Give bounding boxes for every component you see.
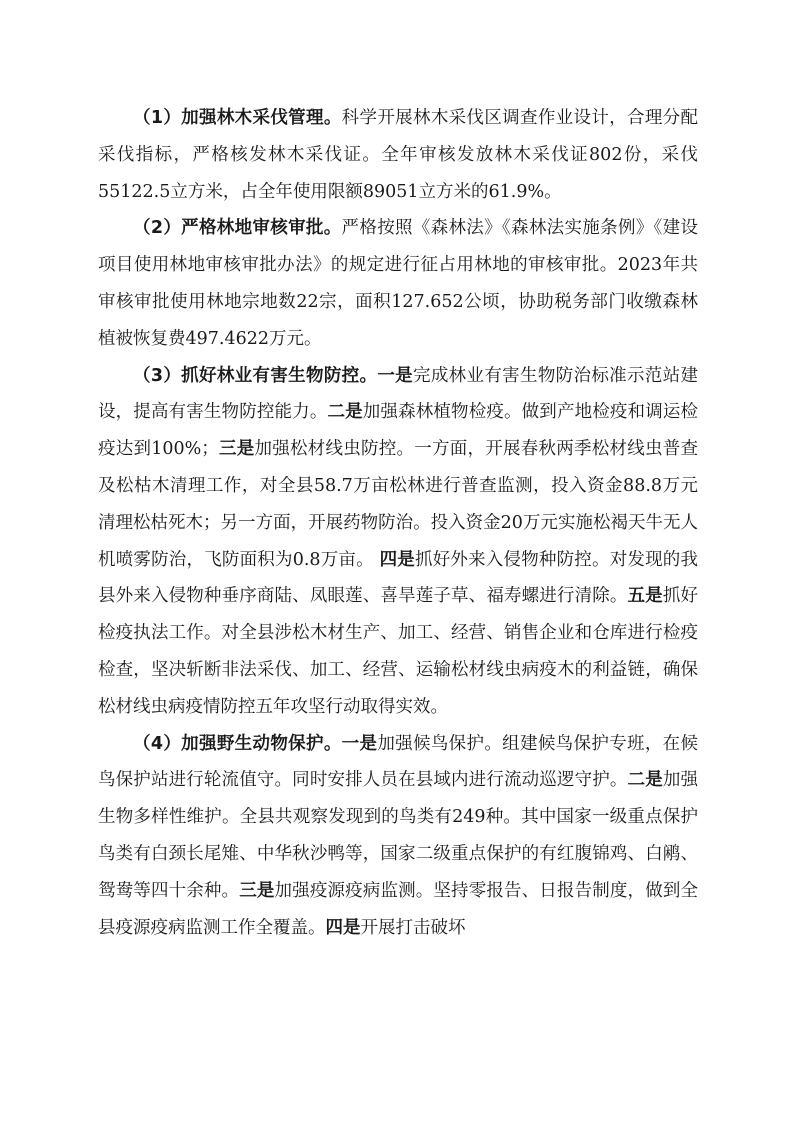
keyword-fourth: 四是 xyxy=(325,917,361,938)
paragraph-text: 加强森林植物检疫。做到产地检疫和调运检疫达到100%； xyxy=(98,402,699,460)
keyword-third: 三是 xyxy=(239,880,275,901)
paragraph-heading: （4）加强野生动物保护。 xyxy=(133,733,342,754)
keyword-fourth: 四是 xyxy=(379,549,415,570)
keyword-first: 一是 xyxy=(377,365,414,386)
paragraph-text: 加强生物多样性维护。全县共观察发现到的鸟类有249种。其中国家一级重点保护鸟类有白颈长尾雉、中华秋沙鸭等，国家二级重点保护的有红腹锦鸡、白鹇、鸳鸯等四十余种。 xyxy=(98,770,699,901)
paragraph-text: 加强松材线虫防控。一方面，开展春秋两季松材线虫普查及松枯木清理工作，对全县58.7万亩松林进行普查监测，投入资金88.8万元清理松枯死木；另一方面，开展药物防治。投入资金20万元实施松褐天牛无人机喷雾防治，飞防面积为0.8万亩。 xyxy=(98,439,699,570)
paragraph-pest-control xyxy=(98,358,698,726)
paragraph-text: 严格按照《森林法》《森林法实施条例》《建设项目使用林地审核审批办法》的规定进行征占用林地的审核审批。2023年共审核审批使用林地宗地数22宗，面积127.652公顷，协助税务部门收缴森林植被恢复费497.4622万元。 xyxy=(98,218,698,349)
keyword-fifth: 五是 xyxy=(627,586,663,607)
paragraph-text: 科学开展林木采伐区调查作业设计，合理分配采伐指标，严格核发林木采伐证。全年审核发放林木采伐证802份，采伐55122.5立方米，占全年使用限额89051立方米的61.9%。 xyxy=(98,108,698,202)
paragraph-text: 加强疫源疫病监测。坚持零报告、日报告制度，做到全县疫源疫病监测工作全覆盖。 xyxy=(98,880,699,938)
paragraph-heading: （2）严格林地审核审批。 xyxy=(133,218,342,239)
paragraph-wildlife-protection xyxy=(98,726,698,947)
paragraph-forestland-approval xyxy=(98,210,698,357)
paragraph-text: 抓好检疫执法工作。对全县涉松木材生产、加工、经营、销售企业和仓库进行检疫检查，坚决斩断非法采伐、加工、经营、运输松材线虫病疫木的利益链，确保松材线虫病疫情防控五年攻坚行动取得实效。 xyxy=(98,586,699,717)
paragraph-text: 完成林业有害生物防治标准示范站建设，提高有害生物防控能力。 xyxy=(98,365,699,423)
keyword-second: 二是 xyxy=(327,402,363,423)
keyword-second: 二是 xyxy=(627,770,663,791)
paragraph-text: 开展打击破坏 xyxy=(360,917,466,938)
paragraph-heading: （1）加强林木采伐管理。 xyxy=(133,108,342,128)
paragraph-text: 抓好外来入侵物种防控。对发现的我县外来入侵物种垂序商陆、凤眼莲、喜旱莲子草、福寿螺进行清除。 xyxy=(98,549,698,607)
paragraph-forest-logging xyxy=(98,100,698,210)
paragraph-heading: （3）抓好林业有害生物防控。 xyxy=(133,365,378,386)
keyword-third: 三是 xyxy=(218,439,255,460)
paragraph-text: 加强候鸟保护。组建候鸟保护专班，在候鸟保护站进行轮流值守。同时安排人员在县域内进行流动巡逻守护。 xyxy=(98,733,698,791)
document-body xyxy=(98,100,698,946)
keyword-first: 一是 xyxy=(341,733,378,754)
